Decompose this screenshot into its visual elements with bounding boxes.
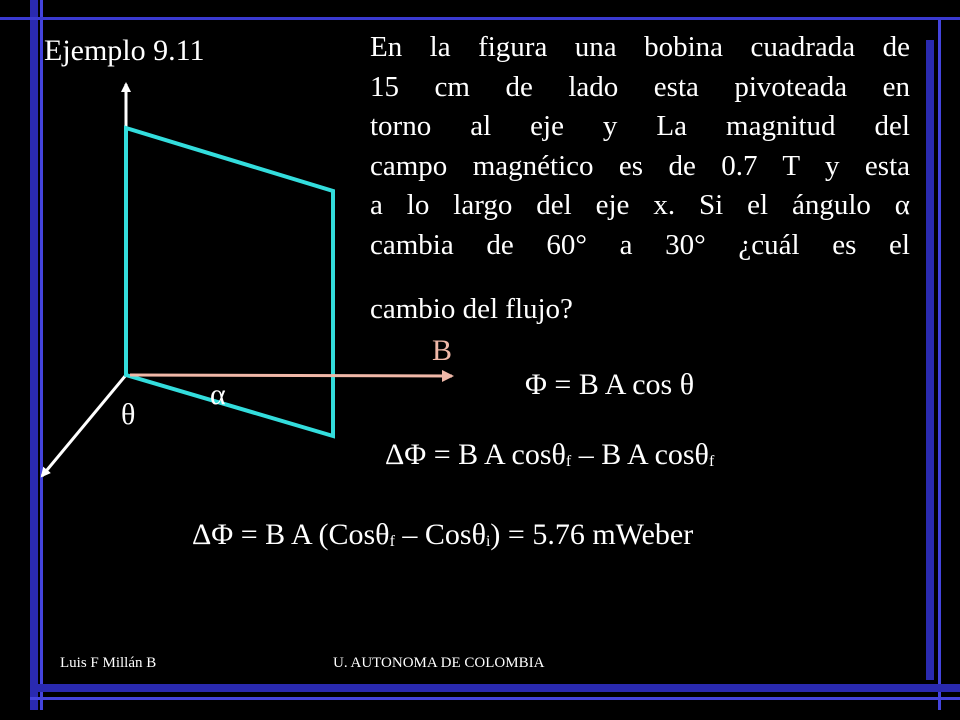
flux-result-equation — [192, 518, 693, 552]
z-axis-arrow — [42, 375, 126, 476]
problem-line: cambia de 60° a 30° ¿cuál es el — [370, 228, 910, 261]
square-coil — [126, 128, 333, 436]
problem-line: torno al eje y La magnitud del — [370, 110, 910, 142]
eq3-part-a: ΔΦ = B A (Cosθ — [192, 518, 390, 551]
eq2-subscript: f — [565, 453, 572, 470]
eq2-mid: – B A cosθ — [571, 438, 709, 471]
flux-equation: Φ = B A cos θ — [525, 368, 695, 401]
theta-label: θ — [121, 398, 136, 431]
problem-line-last: cambio del flujo? — [370, 293, 573, 325]
problem-line: campo magnético es de 0.7 T y esta — [370, 149, 910, 182]
footer-author: Luis F Millán B — [60, 655, 157, 671]
slide-title: Ejemplo 9.11 — [44, 34, 205, 67]
problem-line: 15 cm de lado esta pivoteada en — [370, 70, 910, 103]
footer-institution: U. AUTONOMA DE COLOMBIA — [333, 655, 545, 671]
alpha-label: α — [210, 378, 226, 411]
eq3-subscript: i — [485, 533, 491, 550]
flux-change-equation — [385, 438, 714, 472]
b-field-arrow — [130, 375, 452, 376]
b-field-label: B — [432, 334, 453, 367]
eq3-subscript: f — [389, 533, 395, 550]
eq2-subscript: f — [708, 453, 715, 470]
problem-line: En la figura una bobina cuadrada de — [370, 31, 910, 63]
eq3-part-b: – Cosθ — [394, 518, 486, 551]
eq2-lhs: ΔΦ = B A cosθ — [385, 438, 566, 471]
problem-line: a lo largo del eje x. Si el ángulo α — [370, 189, 910, 221]
eq3-part-c: ) = 5.76 mWeber — [490, 518, 694, 551]
